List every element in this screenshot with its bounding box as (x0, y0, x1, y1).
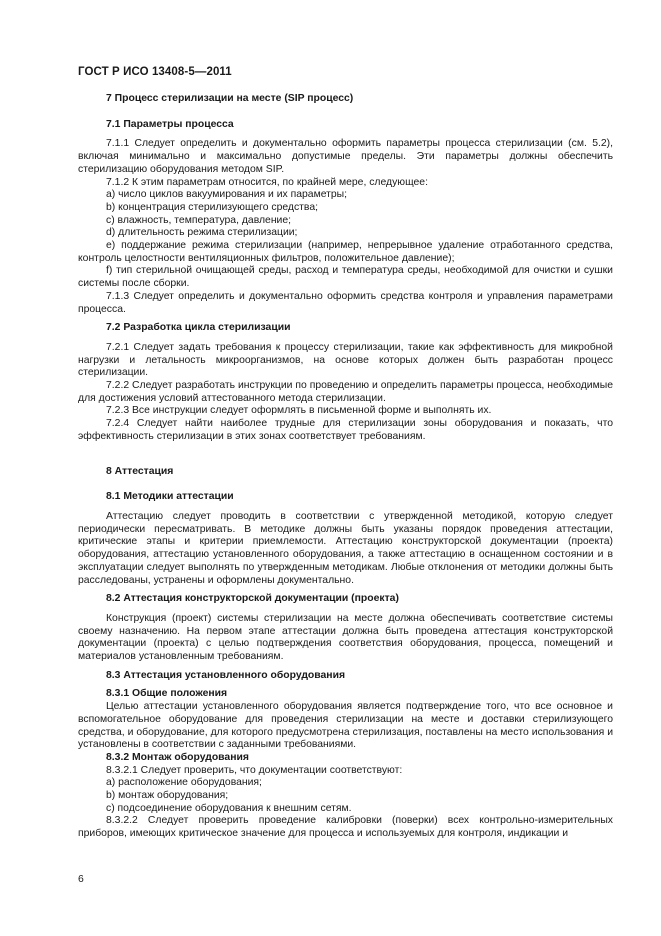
paragraph: Аттестацию следует проводить в соответствии с утвержденной методикой, которую следует периодически пересматривать. В методике должны быть указаны порядок проведения аттестации, критические этапы и критерии приемлемости. Аттестацию конструкторской документации (проекта) оборудования, аттестацию установленного оборудования, а также аттестацию в оснащенном состоянии и в эксплуатации следует выполнять по утвержденным методикам. Любые отклонения от методики должны быть расследованы, устранены и оформлены документально. (78, 510, 613, 586)
paragraph: 7.2.2 Следует разработать инструкции по проведению и определить параметры процесса, необходимые для достижения условий аттестованного метода стерилизации. (78, 380, 613, 404)
paragraph: b) монтаж оборудования; (106, 790, 229, 802)
paragraph: 7.1.3 Следует определить и документально оформить средства контроля и управления параметрами процесса. (78, 290, 613, 315)
document-code-header: ГОСТ Р ИСО 13408-5—2011 (78, 66, 232, 78)
paragraph: c) влажность, температура, давление; (106, 214, 292, 226)
section-heading: 7 Процесс стерилизации на месте (SIP процесс) (106, 93, 354, 104)
paragraph: 7.2.1 Следует задать требования к процессу стерилизации, такие как эффективность для микробной нагрузки и летальность микроорганизмов, на основе которых должен быть разработан процесс стерилизации. (78, 341, 613, 379)
paragraph: a) число циклов вакуумирования и их параметры; (106, 189, 348, 201)
subsection-heading: 7.1 Параметры процесса (106, 118, 234, 130)
paragraph: 7.2.4 Следует найти наиболее трудные для стерилизации зоны оборудования и показать, что эффективность стерилизации в этих зонах соответствует требованиям. (78, 418, 613, 442)
paragraph: e) поддержание режима стерилизации (например, непрерывное удаление отработанного средства, контроль целостности вентиляционных фильтров, положительное давление); (78, 240, 613, 264)
subsection-heading: 7.2 Разработка цикла стерилизации (106, 322, 291, 334)
paragraph: 7.1.1 Следует определить и документально оформить параметры процесса стерилизации (см. 5.2), включая минимально и максимально допустимые пределы. Эти параметры должны обеспечить стерилизацию оборудования методом SIP. (78, 138, 613, 175)
paragraph: 7.1.2 К этим параметрам относится, по крайней мере, следующее: (106, 176, 428, 188)
paragraph: a) расположение оборудования; (106, 777, 262, 789)
subsection-heading: 8.3.2 Монтаж оборудования (106, 751, 249, 763)
subsection-heading: 8.1 Методики аттестации (106, 491, 234, 503)
paragraph: f) тип стерильной очищающей среды, расход и температура среды, необходимой для очистки и сушки системы после сборки. (78, 265, 613, 290)
paragraph: b) концентрация стерилизующего средства; (106, 201, 318, 213)
subsection-heading: 8.2 Аттестация конструкторской документации (проекта) (106, 593, 399, 605)
paragraph: 7.2.3 Все инструкции следует оформлять в письменной форме и выполнять их. (106, 405, 492, 417)
paragraph: 8.3.2.1 Следует проверить, что документации соответствуют: (106, 764, 403, 776)
section-heading: 8 Аттестация (106, 465, 174, 477)
page-number: 6 (78, 874, 84, 885)
document-body (78, 93, 613, 841)
paragraph: c) подсоединение оборудования к внешним сетям. (106, 802, 352, 814)
paragraph: d) длительность режима стерилизации; (106, 227, 298, 239)
subsection-heading: 8.3.1 Общие положения (106, 688, 228, 700)
subsection-heading: 8.3 Аттестация установленного оборудования (106, 669, 346, 681)
paragraph: Конструкция (проект) системы стерилизации на месте должна обеспечивать соответствие системы своему назначению. На первом этапе аттестации должна быть проведена аттестация конструкторской документации (проекта) с целью подтверждения соответствия оборудования, процесса, помещений и материалов установленным требованиям. (78, 612, 613, 663)
paragraph: 8.3.2.2 Следует проверить проведение калибровки (поверки) всех контрольно-измерительных приборов, имеющих критическое значение для процесса и используемых для контроля, индикации и (78, 815, 613, 840)
paragraph: Целью аттестации установленного оборудования является подтверждение того, что все основное и вспомогательное оборудование для проведения стерилизации на месте и доставки стерилизующего средства, и оборудование, для которого предусмотрена стерилизация, поставлены на место использования и установлены в соответствии с заданными требованиями. (78, 701, 613, 751)
